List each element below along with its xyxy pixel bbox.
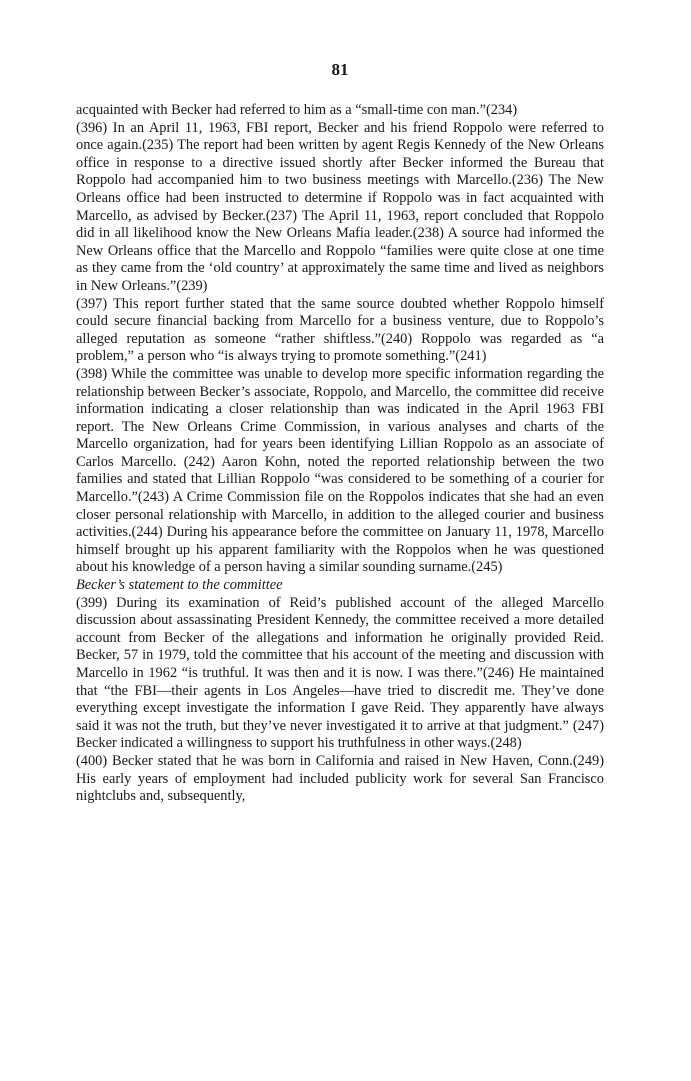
paragraph-400: (400) Becker stated that he was born in California and raised in New Haven, Conn.(249) His early years of employment had included publicity work for several San Francisco nightclubs and, subsequently,: [76, 752, 604, 805]
paragraph-399: (399) During its examination of Reid’s published account of the alleged Marcello discussion about assassinating President Kennedy, the committee received a more detailed account from Becker of the allegations and information he originally provided Reid. Becker, 57 in 1979, told the committee that his account of the meeting and discussion with Marcello in 1962 “is truthful. It was then and it is now. I was there.”(246) He maintained that “the FBI—their agents in Los Angeles—have tried to discredit me. They’ve done everything except investigate the information I gave Reid. They apparently have always said it was not the truth, but they’ve never investigated it to arrive at that judgment.” (247) Becker indicated a willingness to support his truthfulness in other ways.(248): [76, 594, 604, 752]
page-body: [76, 102, 604, 806]
paragraph-398: (398) While the committee was unable to develop more specific information regarding the relationship between Becker’s associate, Roppolo, and Marcello, the committee did receive information indicating a closer relationship than was indicated in the April 1963 FBI report. The New Orleans Crime Commission, in various analyses and charts of the Marcello organization, had for years been identifying Lillian Roppolo as an associate of Carlos Marcello. (242) Aaron Kohn, noted the reported relationship between the two families and stated that Lillian Roppolo “was considered to be something of a courier for Marcello.”(243) A Crime Commission file on the Roppolos indicates that she had an even closer personal relationship with Marcello, in addition to the alleged courier and business activities.(244) During his appearance before the committee on January 11, 1978, Marcello himself brought up his apparent familiarity with the Roppolos when he was questioned about his knowledge of a person having a similar sounding surname.(245): [76, 365, 604, 576]
section-heading: Becker’s statement to the committee: [76, 577, 283, 594]
paragraph-continuation: acquainted with Becker had referred to him as a “small-time con man.”(234): [76, 102, 518, 118]
paragraph-397: (397) This report further stated that the same source doubted whether Roppolo himself could secure financial backing from Marcello for a business venture, due to Roppolo’s alleged reputation as someone “rather shiftless.”(240) Roppolo was regarded as “a problem,” a person who “is always trying to promote something.”(241): [76, 295, 604, 365]
paragraph-396: (396) In an April 11, 1963, FBI report, Becker and his friend Roppolo were referred to once again.(235) The report had been written by agent Regis Kennedy of the New Orleans office in response to a directive issued shortly after Becker informed the Bureau that Roppolo had accompanied him to two business meetings with Marcello.(236) The New Orleans office had been instructed to determine if Roppolo was in fact acquainted with Marcello, as advised by Becker.(237) The April 11, 1963, report concluded that Roppolo did in all likelihood know the New Orleans Mafia leader.(238) A source had informed the New Orleans office that the Marcello and Roppolo “families were quite close at one time as they came from the ‘old country’ at approximately the same time and lived as neighbors in New Orleans.”(239): [76, 119, 604, 294]
page-number: 81: [331, 60, 349, 79]
